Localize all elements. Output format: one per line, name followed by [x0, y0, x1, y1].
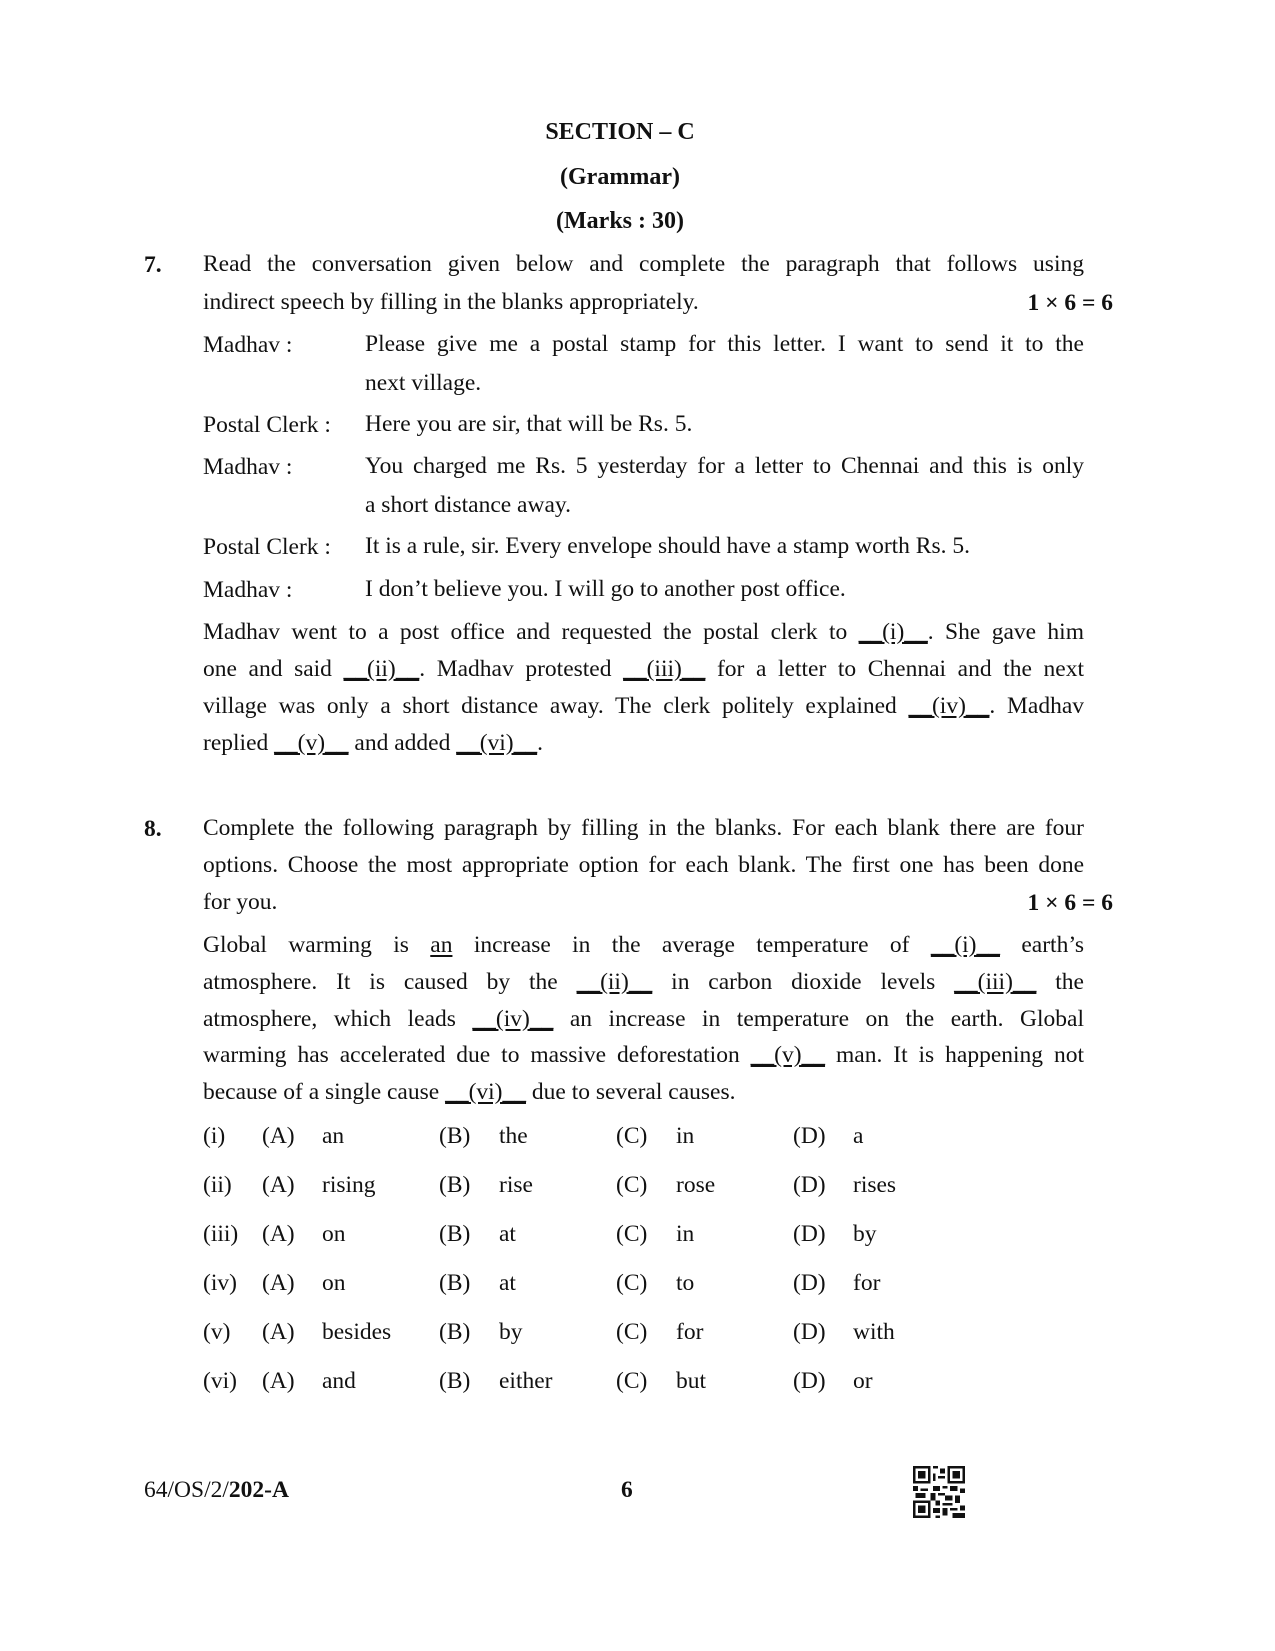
q7-paragraph-line [203, 613, 1084, 652]
option-d: rises [853, 1172, 897, 1198]
text: one and said [203, 656, 344, 682]
blank-ii: __(ii)__ [576, 969, 653, 995]
option-row [0, 1123, 1000, 1153]
dialogue-line: You charged me Rs. 5 yesterday for a letter to Chennai and this is only [365, 453, 1084, 479]
option-label-d: (D) [793, 1221, 826, 1247]
option-a: besides [322, 1319, 392, 1345]
option-a: on [322, 1221, 346, 1247]
q7-paragraph-line [203, 650, 1084, 689]
q8-paragraph-line [203, 963, 1084, 1002]
text: increase in the average temperature of [452, 932, 931, 958]
text: due to several causes. [526, 1079, 736, 1105]
option-a: an [322, 1123, 345, 1149]
option-label-d: (D) [793, 1368, 826, 1394]
paper-code [144, 1477, 289, 1504]
text: village was only a short distance away. The clerk politely explained [203, 693, 909, 719]
blank-v: __(v)__ [274, 730, 349, 756]
text: the [1036, 969, 1084, 995]
option-label-d: (D) [793, 1319, 826, 1345]
option-number: (iii) [203, 1221, 239, 1247]
option-label-d: (D) [793, 1172, 826, 1198]
option-label-c: (C) [616, 1172, 648, 1198]
option-d: by [853, 1221, 877, 1247]
dialogue-line: I don’t believe you. I will go to another post office. [365, 576, 846, 602]
option-label-c: (C) [616, 1221, 648, 1247]
text: atmosphere. It is caused by the [203, 969, 577, 995]
option-b: rise [499, 1172, 533, 1198]
dialogue-speaker: Madhav : [203, 577, 293, 603]
option-c: for [676, 1319, 704, 1345]
option-number: (vi) [203, 1368, 237, 1394]
option-b: the [499, 1123, 528, 1149]
option-number: (v) [203, 1319, 231, 1345]
q8-paragraph-line [203, 1073, 1084, 1112]
option-label-b: (B) [439, 1368, 471, 1394]
option-label-b: (B) [439, 1319, 471, 1345]
option-label-d: (D) [793, 1123, 826, 1149]
section-title: SECTION – C [545, 119, 695, 145]
option-label-a: (A) [262, 1172, 295, 1198]
option-number: (iv) [203, 1270, 237, 1296]
option-label-b: (B) [439, 1172, 471, 1198]
text: for a letter to Chennai and the next [705, 656, 1084, 682]
option-label-b: (B) [439, 1221, 471, 1247]
text: an increase in temperature on the earth. Global [553, 1006, 1084, 1032]
blank-iii: __(iii)__ [954, 969, 1037, 995]
option-number: (ii) [203, 1172, 232, 1198]
qr-code-icon [913, 1466, 965, 1518]
text: . Madhav protested [419, 656, 624, 682]
text: in carbon dioxide levels [652, 969, 955, 995]
q8-marks: 1 × 6 = 6 [1027, 890, 1113, 916]
text: . She gave him [927, 619, 1084, 645]
q7-marks: 1 × 6 = 6 [1027, 290, 1113, 316]
text: earth’s [1000, 932, 1085, 958]
option-d: or [853, 1368, 873, 1394]
blank-iii: __(iii)__ [623, 656, 706, 682]
dialogue-line: Here you are sir, that will be Rs. 5. [365, 411, 693, 437]
dialogue-speaker: Postal Clerk : [203, 412, 331, 438]
blank-i: __(i)__ [858, 619, 928, 645]
option-row [0, 1368, 1000, 1398]
option-row [0, 1221, 1000, 1251]
option-label-c: (C) [616, 1270, 648, 1296]
dialogue-line: It is a rule, sir. Every envelope should have a stamp worth Rs. 5. [365, 533, 970, 559]
text: and added [348, 730, 457, 756]
section-marks: (Marks : 30) [556, 208, 684, 234]
option-b: at [499, 1221, 516, 1247]
option-a: rising [322, 1172, 376, 1198]
option-label-a: (A) [262, 1368, 295, 1394]
example-answer: an [430, 932, 453, 958]
option-row [0, 1270, 1000, 1300]
text: atmosphere, which leads [203, 1006, 473, 1032]
section-subtitle: (Grammar) [560, 164, 680, 190]
option-label-c: (C) [616, 1123, 648, 1149]
q7-instruction-line1: Read the conversation given below and complete the paragraph that follows using [203, 251, 1084, 277]
option-label-d: (D) [793, 1270, 826, 1296]
blank-iv: __(iv)__ [908, 693, 990, 719]
blank-iv: __(iv)__ [472, 1006, 554, 1032]
option-c: in [676, 1123, 695, 1149]
blank-ii: __(ii)__ [343, 656, 420, 682]
option-label-a: (A) [262, 1123, 295, 1149]
text: Global warming is [203, 932, 431, 958]
option-label-c: (C) [616, 1368, 648, 1394]
option-row [0, 1172, 1000, 1202]
option-d: a [853, 1123, 864, 1149]
text: man. It is happening not [825, 1042, 1084, 1068]
dialogue-speaker: Madhav : [203, 454, 293, 480]
option-d: for [853, 1270, 881, 1296]
option-c: to [676, 1270, 695, 1296]
option-number: (i) [203, 1123, 226, 1149]
option-label-a: (A) [262, 1319, 295, 1345]
paper-code-prefix: 64/OS/2/ [144, 1477, 229, 1503]
dialogue-line: a short distance away. [365, 492, 571, 518]
option-b: at [499, 1270, 516, 1296]
option-label-b: (B) [439, 1270, 471, 1296]
dialogue-line: next village. [365, 370, 482, 396]
blank-v: __(v)__ [750, 1042, 826, 1068]
text: . [537, 730, 544, 756]
text: because of a single cause [203, 1079, 446, 1105]
page-number: 6 [621, 1477, 633, 1503]
text: warming has accelerated due to massive deforestation [203, 1042, 751, 1068]
q8-instruction-line1: Complete the following paragraph by filling in the blanks. For each blank there are four [203, 815, 1084, 841]
option-b: by [499, 1319, 523, 1345]
q7-paragraph-line [203, 687, 1084, 726]
q7-instruction-line2: indirect speech by filling in the blanks appropriately. [203, 289, 699, 315]
q7-paragraph-line [203, 724, 1084, 763]
dialogue-speaker: Madhav : [203, 332, 293, 358]
q8-instruction-line3: for you. [203, 889, 278, 915]
option-label-a: (A) [262, 1270, 295, 1296]
option-label-b: (B) [439, 1123, 471, 1149]
blank-i: __(i)__ [930, 932, 1000, 958]
option-label-c: (C) [616, 1319, 648, 1345]
dialogue-speaker: Postal Clerk : [203, 534, 331, 560]
option-c: in [676, 1221, 695, 1247]
text: Madhav went to a post office and requested the postal clerk to [203, 619, 859, 645]
question-8-number: 8. [144, 816, 162, 842]
option-d: with [853, 1319, 895, 1345]
option-label-a: (A) [262, 1221, 295, 1247]
blank-vi: __(vi)__ [445, 1079, 527, 1105]
blank-vi: __(vi)__ [456, 730, 538, 756]
text: replied [203, 730, 275, 756]
option-b: either [499, 1368, 553, 1394]
q8-paragraph-line [203, 1000, 1084, 1039]
option-row [0, 1319, 1000, 1349]
option-c: rose [676, 1172, 716, 1198]
paper-code-set: 202-A [228, 1477, 289, 1503]
option-a: and [322, 1368, 356, 1394]
text: . Madhav [989, 693, 1084, 719]
q8-paragraph-line [203, 926, 1084, 965]
q8-instruction-line2: options. Choose the most appropriate option for each blank. The first one has been done [203, 852, 1084, 878]
question-7-number: 7. [144, 252, 162, 278]
dialogue-line: Please give me a postal stamp for this letter. I want to send it to the [365, 331, 1084, 357]
option-c: but [676, 1368, 707, 1394]
q8-paragraph-line [203, 1036, 1084, 1075]
option-a: on [322, 1270, 346, 1296]
